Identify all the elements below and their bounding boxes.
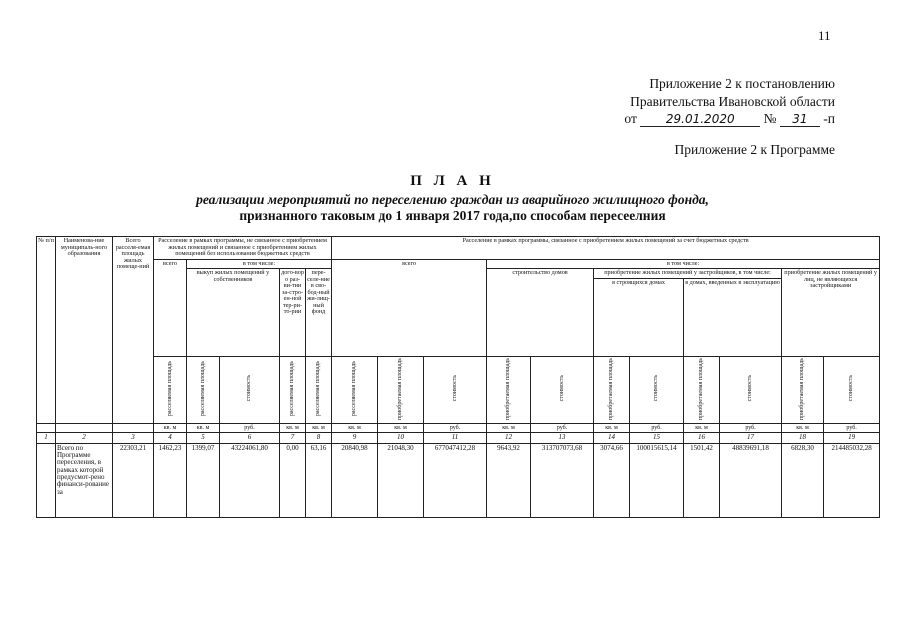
unit-cell bbox=[37, 424, 56, 433]
unit-cell: кв. м bbox=[684, 424, 720, 433]
header-in-operation: в домах, введенных в эксплуатацию bbox=[684, 278, 782, 356]
header-total-area: Всего расселя-емая площадь жилых помеще-ний bbox=[113, 237, 154, 424]
number-suffix: -п bbox=[823, 111, 835, 126]
header-under-construction: в строящихся домах bbox=[594, 278, 684, 356]
sub-acquired-area: приобретаемая площадь bbox=[487, 356, 531, 424]
unit-cell: кв. м bbox=[332, 424, 378, 433]
sub-acquired-area: приобретаемая площадь bbox=[782, 356, 824, 424]
unit-cell: руб. bbox=[720, 424, 782, 433]
column-number: 14 bbox=[594, 433, 630, 443]
header-municipality: Наименова-ние муниципаль-ного образования bbox=[56, 237, 113, 424]
header-num: № п/п bbox=[37, 237, 56, 424]
sub-resettled-area: расселяемая площадь bbox=[332, 356, 378, 424]
column-number: 18 bbox=[782, 433, 824, 443]
table-cell: 1399,07 bbox=[187, 443, 220, 517]
header-buyout: выкуп жилых помещений у собственников bbox=[187, 269, 280, 357]
sub-resettled-area: расселяемая площадь bbox=[306, 356, 332, 424]
number-prefix: № bbox=[763, 111, 777, 126]
document-subtitle-line1: реализации мероприятий по переселению граждан из аварийного жилищного фонда, bbox=[196, 192, 709, 207]
date-value: 29.01.2020 bbox=[640, 112, 760, 127]
unit-cell: руб. bbox=[220, 424, 280, 433]
table-cell: 6828,30 bbox=[782, 443, 824, 517]
column-number: 8 bbox=[306, 433, 332, 443]
unit-cell: кв. м bbox=[487, 424, 531, 433]
header-purchase-non-developers: приобретение жилых помещений у лиц, не являющихся застройщиками bbox=[782, 269, 880, 357]
column-number: 5 bbox=[187, 433, 220, 443]
column-number: 15 bbox=[630, 433, 684, 443]
table-cell: 9643,92 bbox=[487, 443, 531, 517]
sub-cost: стоимость bbox=[424, 356, 487, 424]
unit-cell: руб. bbox=[630, 424, 684, 433]
header-all-1: всего bbox=[154, 259, 187, 356]
sub-cost: стоимость bbox=[220, 356, 280, 424]
header-development-contract: дого-вор о раз-ви-тии за-стро-ен-ной тер-ри-то-рии bbox=[280, 269, 306, 357]
unit-cell: руб. bbox=[824, 424, 880, 433]
header-all-2: всего bbox=[332, 259, 487, 356]
table-cell: 214485032,28 bbox=[824, 443, 880, 517]
header-purchase-developers: приобретение жилых помещений у застройщиков, в том числе: bbox=[594, 269, 782, 279]
unit-cell: кв. м bbox=[378, 424, 424, 433]
table-cell: 22303,21 bbox=[113, 443, 154, 517]
unit-cell bbox=[56, 424, 113, 433]
column-number: 12 bbox=[487, 433, 531, 443]
column-number: 19 bbox=[824, 433, 880, 443]
table-cell: 20840,98 bbox=[332, 443, 378, 517]
unit-cell bbox=[113, 424, 154, 433]
resettlement-plan-table bbox=[36, 236, 880, 518]
unit-cell: кв. м bbox=[594, 424, 630, 433]
table-cell: 1462,23 bbox=[154, 443, 187, 517]
header-including-2: в том числе: bbox=[487, 259, 880, 269]
column-number: 3 bbox=[113, 433, 154, 443]
sub-resettled-area: расселяемая площадь bbox=[187, 356, 220, 424]
table-cell: 48839691,18 bbox=[720, 443, 782, 517]
sub-cost: стоимость bbox=[630, 356, 684, 424]
appendix-header-date-line bbox=[624, 111, 835, 127]
row-num bbox=[37, 443, 56, 517]
table-cell: 63,16 bbox=[306, 443, 332, 517]
header-construction: строительство домов bbox=[487, 269, 594, 357]
column-number: 13 bbox=[531, 433, 594, 443]
column-number: 17 bbox=[720, 433, 782, 443]
document-subtitle-line2: признанного таковым до 1 января 2017 года,по способам пересеелния bbox=[239, 208, 666, 223]
sub-acquired-area: приобретаемая площадь bbox=[684, 356, 720, 424]
column-number: 16 bbox=[684, 433, 720, 443]
sub-cost: стоимость bbox=[824, 356, 880, 424]
table-cell: 313707073,68 bbox=[531, 443, 594, 517]
sub-resettled-area: расселяемая площадь bbox=[154, 356, 187, 424]
column-number: 10 bbox=[378, 433, 424, 443]
column-number: 9 bbox=[332, 433, 378, 443]
column-number: 4 bbox=[154, 433, 187, 443]
column-number: 6 bbox=[220, 433, 280, 443]
sub-acquired-area: приобретаемая площадь bbox=[594, 356, 630, 424]
column-number: 7 bbox=[280, 433, 306, 443]
header-group-non-budget: Расселение в рамках программы, не связанное с приобретением жилых помещений и связанное с приобретением жилых помещений без использования бюджетных средств bbox=[154, 237, 332, 260]
unit-cell: кв. м bbox=[782, 424, 824, 433]
appendix-header-line2: Правительства Ивановской области bbox=[630, 94, 835, 109]
column-number: 1 bbox=[37, 433, 56, 443]
unit-cell: кв. м bbox=[154, 424, 187, 433]
header-group-budget: Расселение в рамках программы, связанное с приобретением жилых помещений за счет бюджетных средств bbox=[332, 237, 880, 260]
appendix-header-line1: Приложение 2 к постановлению bbox=[649, 76, 835, 91]
table-cell: 0,00 bbox=[280, 443, 306, 517]
page-number: 11 bbox=[818, 28, 831, 43]
sub-resettled-area: расселяемая площадь bbox=[280, 356, 306, 424]
sub-cost: стоимость bbox=[720, 356, 782, 424]
date-prefix: от bbox=[624, 111, 637, 126]
row-label: Всего по Программе переселения, в рамках которой предусмот-рено финанси-рование за bbox=[56, 443, 113, 517]
column-number: 2 bbox=[56, 433, 113, 443]
table-cell: 100015615,14 bbox=[630, 443, 684, 517]
table-cell: 21048,30 bbox=[378, 443, 424, 517]
header-free-housing-fund: пере-селе-ние в сво-бод-ный жи-лищ-ный фонд bbox=[306, 269, 332, 357]
header-including-1: в том числе: bbox=[187, 259, 332, 269]
sub-acquired-area: приобретаемая площадь bbox=[378, 356, 424, 424]
number-value: 31 bbox=[780, 112, 820, 127]
column-number: 11 bbox=[424, 433, 487, 443]
table-cell: 43224061,80 bbox=[220, 443, 280, 517]
table-cell: 1501,42 bbox=[684, 443, 720, 517]
unit-cell: кв. м bbox=[306, 424, 332, 433]
unit-cell: руб. bbox=[424, 424, 487, 433]
document-title: П Л А Н bbox=[410, 173, 495, 189]
unit-cell: руб. bbox=[531, 424, 594, 433]
appendix-header-line4: Приложение 2 к Программе bbox=[674, 142, 835, 157]
table-cell: 3074,66 bbox=[594, 443, 630, 517]
table-cell: 677047412,28 bbox=[424, 443, 487, 517]
sub-cost: стоимость bbox=[531, 356, 594, 424]
unit-cell: кв. м bbox=[187, 424, 220, 433]
unit-cell: кв. м bbox=[280, 424, 306, 433]
